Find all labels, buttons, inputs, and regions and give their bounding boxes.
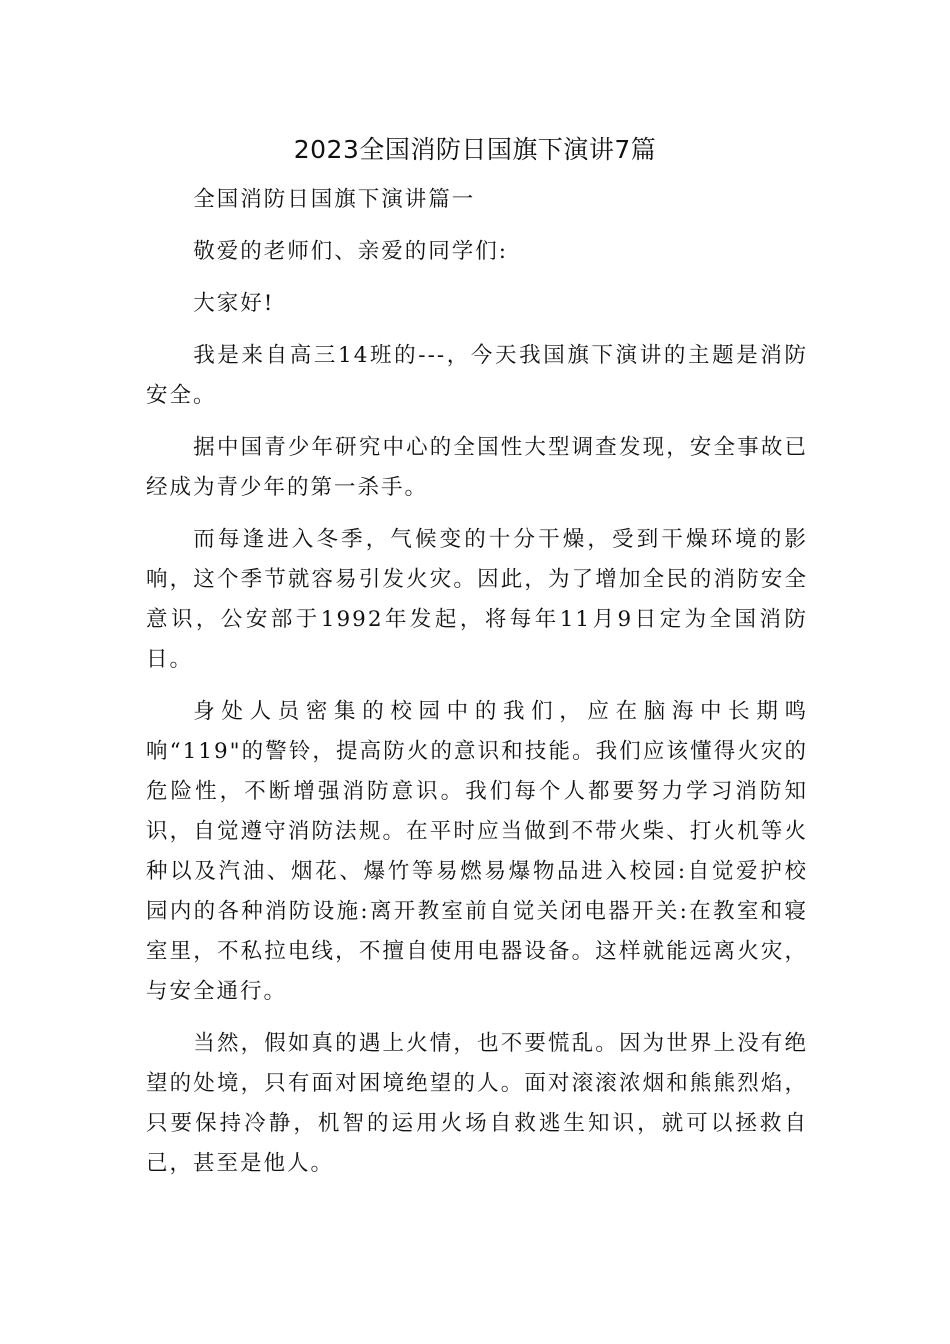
paragraph: 而每逢进入冬季，气候变的十分干燥，受到干燥环境的影响，这个季节就容易引发火灾。因此，为了增加全民的消防安全意识，公安部于1992年发起，将每年11月9日定为全国消防日。 (146, 527, 808, 672)
paragraph: 我是来自高三14班的---，今天我国旗下演讲的主题是消防安全。 (146, 343, 808, 408)
paragraph: 身处人员密集的校园中的我们，应在脑海中长期鸣响“119"的警铃，提高防火的意识和技能。我们应该懂得火灾的危险性，不断增强消防意识。我们每个人都要努力学习消防知识，自觉遵守消防法规。在平时应当做到不带火柴、打火机等火种以及汽油、烟花、爆竹等易燃易爆物品进入校园:自觉爱护校园内的各种消防设施:离开教室前自觉关闭电器开关:在教室和寝室里，不私拉电线，不擅自使用电器设备。这样就能远离火灾，与安全通行。 (146, 699, 808, 1004)
paragraph: 敬爱的老师们、亲爱的同学们: (193, 239, 509, 264)
document-title: 2023全国消防日国旗下演讲7篇 (293, 135, 657, 164)
paragraph: 当然，假如真的遇上火情，也不要慌乱。因为世界上没有绝望的处境，只有面对困境绝望的人。面对滚滚浓烟和熊熊烈焰，只要保持冷静，机智的运用火场自救逃生知识，就可以拯救自己，甚至是他人。 (146, 1031, 808, 1176)
paragraph: 大家好! (193, 291, 275, 316)
paragraph: 据中国青少年研究中心的全国性大型调查发现，安全事故已经成为青少年的第一杀手。 (146, 435, 808, 500)
document-body (146, 180, 808, 1196)
paragraph: 全国消防日国旗下演讲篇一 (193, 187, 476, 212)
